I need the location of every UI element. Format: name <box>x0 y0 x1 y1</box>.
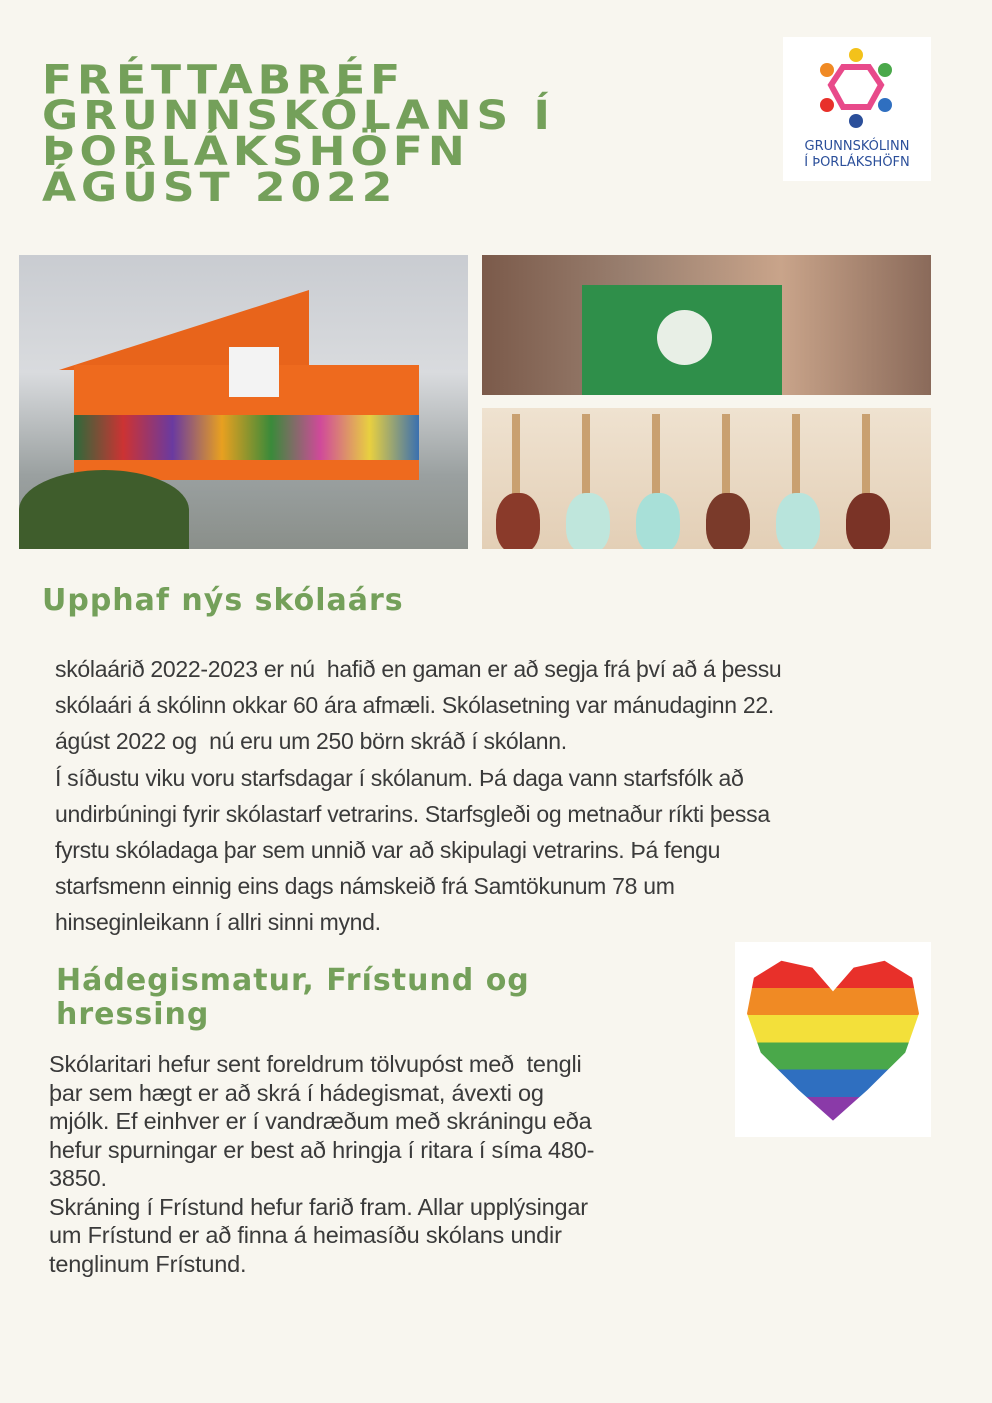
body-line: fyrstu skóladaga þar sem unnið var að skipulagi vetrarins. Þá fengu <box>55 837 721 864</box>
body-line: hefur spurningar er best að hringja í ritara í síma 480- <box>49 1136 595 1163</box>
body-line: Í síðustu viku voru starfsdagar í skólanum. Þá daga vann starfsfólk að <box>55 764 744 791</box>
title-line: ÞORLÁKSHÖFN <box>42 128 470 176</box>
heading-line: hressing <box>56 997 210 1032</box>
title-line: GRUNNSKÓLANS Í <box>42 92 555 140</box>
title-line: FRÉTTABRÉF <box>42 56 406 104</box>
logo-text: GRUNNSKÓLINN <box>804 139 910 154</box>
body-line: tenglinum Frístund. <box>49 1250 247 1277</box>
school-logo <box>783 37 931 181</box>
section-body <box>55 651 781 941</box>
section-heading: Upphaf nýs skólaárs <box>42 583 404 618</box>
body-line: um Frístund er að finna á heimasíðu skólans undir <box>49 1222 562 1248</box>
title-line: ÁGÚST 2022 <box>42 164 398 212</box>
body-line: Skráning í Frístund hefur farið fram. Allar upplýsingar <box>49 1193 588 1220</box>
body-line: starfsmenn einnig eins dags námskeið frá Samtökunum 78 um <box>55 873 675 900</box>
section-body <box>49 1050 594 1278</box>
ukuleles-photo <box>482 408 931 549</box>
people-ring-icon <box>813 45 899 131</box>
school-building-photo <box>19 255 468 549</box>
rainbow-heart-icon <box>747 954 919 1124</box>
body-line: ágúst 2022 og nú eru um 250 börn skráð í skólann. <box>55 728 567 755</box>
newsletter-title <box>42 56 555 212</box>
body-line: mjólk. Ef einhver er í vandræðum með skráningu eða <box>49 1108 592 1134</box>
body-line: þar sem hægt er að skrá í hádegismat, ávexti og <box>49 1079 544 1106</box>
heading-line: Hádegismatur, Frístund og <box>56 963 530 998</box>
body-line: undirbúningi fyrir skólastarf vetrarins. Starfsgleði og metnaður ríkti þessa <box>55 800 770 827</box>
logo-text: Í ÞORLÁKSHÖFN <box>804 155 910 170</box>
body-line: 3850. <box>49 1165 107 1191</box>
rainbow-heart-image <box>735 942 931 1137</box>
body-line: Skólaritari hefur sent foreldrum tölvupóst með tengli <box>49 1051 582 1077</box>
body-line: skólaári á skólinn okkar 60 ára afmæli. Skólasetning var mánudaginn 22. <box>55 692 774 719</box>
body-line: hinseginleikann í allri sinni mynd. <box>55 909 381 936</box>
section-heading <box>56 964 530 1032</box>
green-flag-photo <box>482 255 931 395</box>
body-line: skólaárið 2022-2023 er nú hafið en gaman er að segja frá því að á þessu <box>55 656 782 682</box>
